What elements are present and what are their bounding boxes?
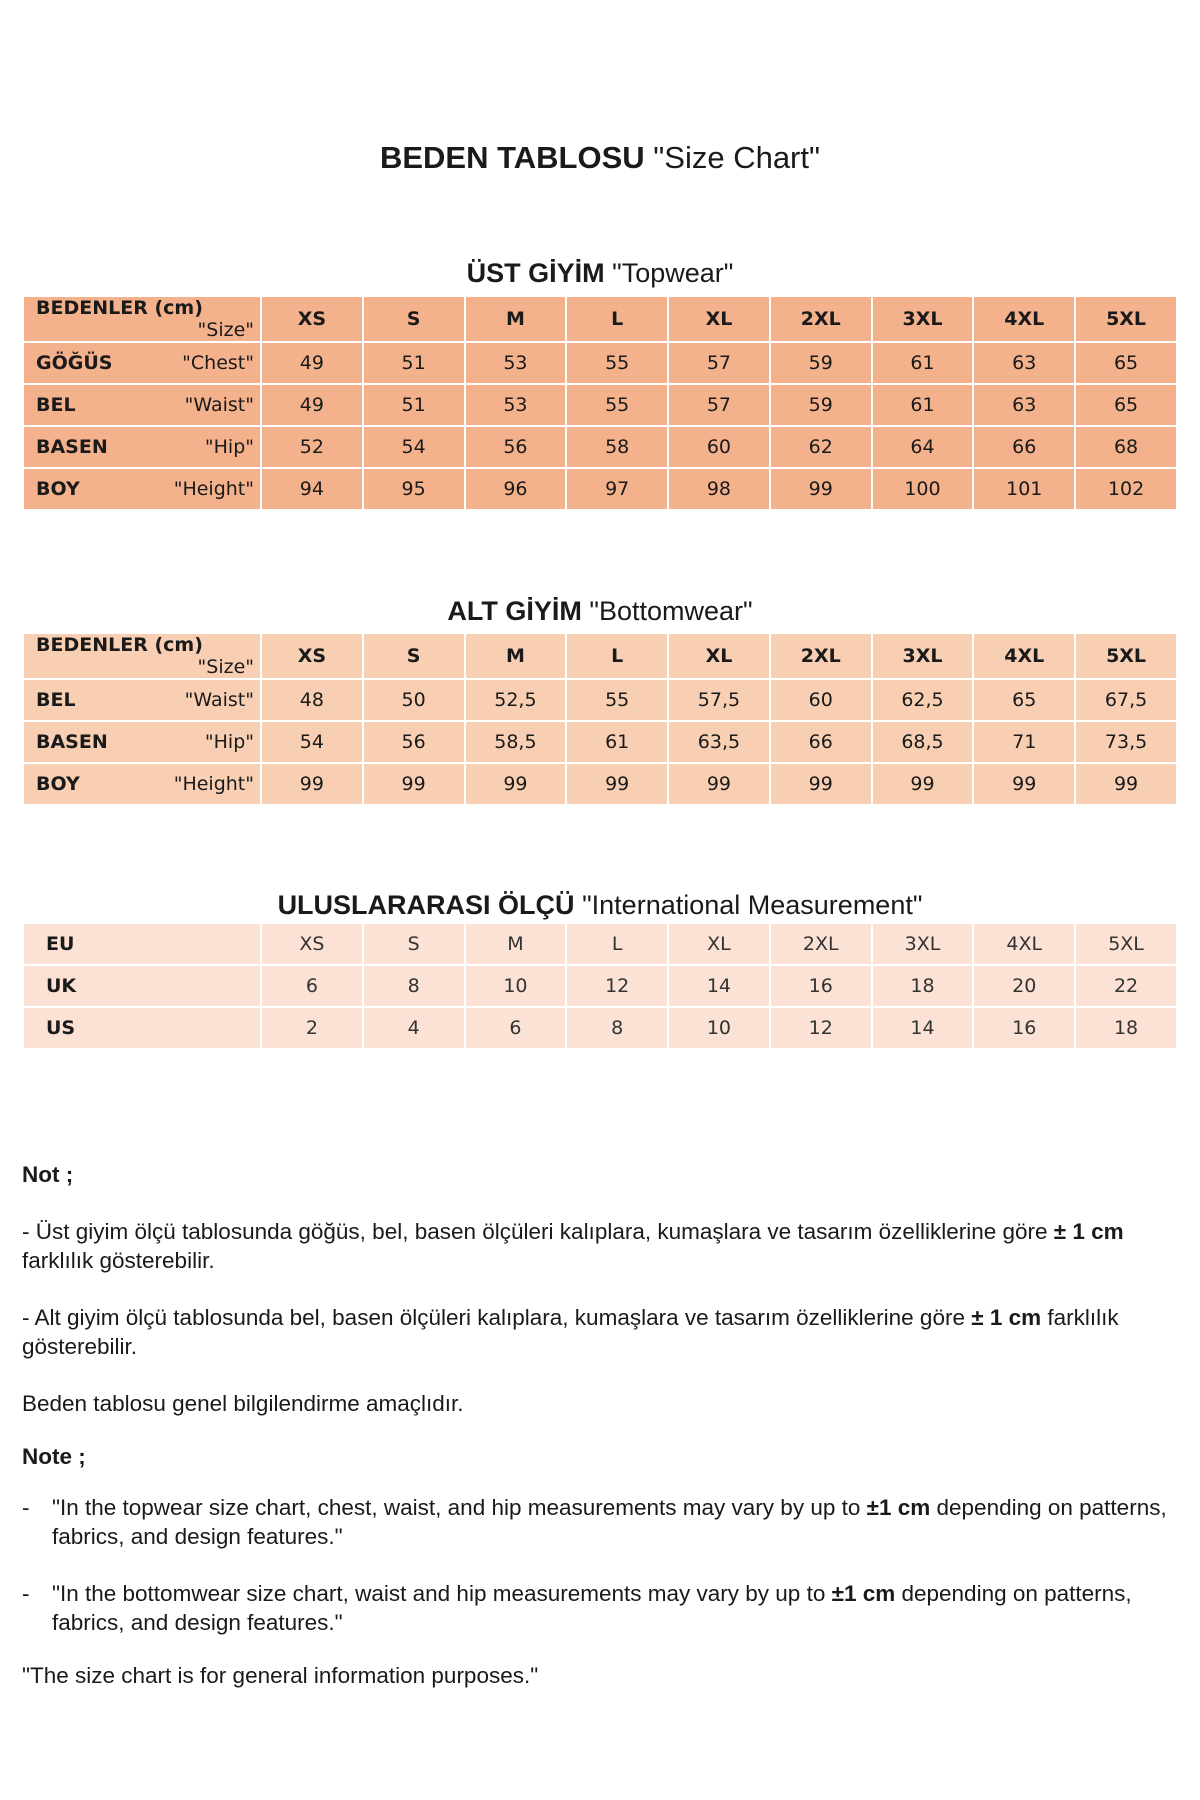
table-cell: 12 — [771, 1006, 871, 1048]
row-label-en: "Waist" — [184, 689, 254, 711]
table-cell: 49 — [262, 383, 362, 425]
table-cell: 94 — [262, 467, 362, 509]
bottomwear-title-rest: "Bottomwear" — [589, 596, 753, 626]
table-cell: 98 — [669, 467, 769, 509]
topwear-size-table — [22, 297, 1178, 509]
table-cell: 18 — [1076, 1006, 1176, 1048]
size-column-header: XS — [262, 297, 362, 341]
table-cell: 62,5 — [873, 678, 973, 720]
size-column-header: L — [567, 634, 667, 678]
table-cell: 54 — [364, 425, 464, 467]
en-note-footer: "The size chart is for general information purposes." — [22, 1663, 539, 1688]
en-note-item-2-dash: - — [22, 1581, 30, 1606]
table-cell: S — [364, 924, 464, 964]
table-cell: 100 — [873, 467, 973, 509]
table-cell: 14 — [669, 964, 769, 1006]
topwear-title — [0, 258, 1200, 289]
row-label-en: "Chest" — [182, 352, 254, 374]
table-cell: 51 — [364, 383, 464, 425]
table-cell: 99 — [974, 762, 1074, 804]
table-row — [24, 467, 1176, 509]
en-note-item-1-after: depending on patterns, fabrics, and design features." — [52, 1495, 1167, 1549]
tr-note-footer: Beden tablosu genel bilgilendirme amaçlıdır. — [22, 1391, 464, 1416]
table-cell: 66 — [771, 720, 871, 762]
table-row — [24, 964, 1176, 1006]
size-header-label — [24, 634, 260, 678]
row-label-en: "Height" — [173, 478, 254, 500]
table-cell: 99 — [567, 762, 667, 804]
table-cell: 96 — [466, 467, 566, 509]
table-cell: 64 — [873, 425, 973, 467]
tr-note-item-1-after: farklılık gösterebilir. — [22, 1248, 215, 1273]
table-cell: 53 — [466, 341, 566, 383]
table-cell: XS — [262, 924, 362, 964]
tr-note-item-1 — [22, 1217, 1182, 1275]
en-note-item-1-dash: - — [22, 1495, 30, 1520]
table-cell: 54 — [262, 720, 362, 762]
table-cell: 16 — [974, 1006, 1074, 1048]
table-cell: 59 — [771, 341, 871, 383]
table-cell: 48 — [262, 678, 362, 720]
table-cell: 60 — [771, 678, 871, 720]
en-note-item-1-bold: ±1 cm — [866, 1495, 931, 1520]
table-cell: 63 — [974, 341, 1074, 383]
row-label-tr: BOY — [36, 478, 80, 500]
table-cell: 58 — [567, 425, 667, 467]
table-cell: 62 — [771, 425, 871, 467]
table-cell: 99 — [873, 762, 973, 804]
table-cell: 65 — [1076, 383, 1176, 425]
table-cell: 73,5 — [1076, 720, 1176, 762]
table-cell: 16 — [771, 964, 871, 1006]
row-label-tr: BOY — [36, 773, 80, 795]
international-title-rest: "International Measurement" — [582, 890, 923, 920]
bottomwear-title-bold: ALT GİYİM — [447, 596, 582, 626]
row-label — [24, 383, 260, 425]
table-cell: 49 — [262, 341, 362, 383]
table-header-row — [24, 297, 1176, 341]
en-note-item-1 — [22, 1493, 1182, 1551]
table-cell: 65 — [1076, 341, 1176, 383]
table-cell: 97 — [567, 467, 667, 509]
table-cell: 52 — [262, 425, 362, 467]
en-note-item-1-text: "In the topwear size chart, chest, waist, and hip measurements may vary by up to — [52, 1495, 867, 1520]
row-label-en: "Hip" — [204, 436, 254, 458]
table-cell: 99 — [1076, 762, 1176, 804]
size-column-header: L — [567, 297, 667, 341]
bottomwear-size-table — [22, 634, 1178, 804]
tr-note-item-2-dash: - — [22, 1305, 30, 1330]
row-label: UK — [24, 964, 260, 1006]
table-row — [24, 678, 1176, 720]
en-note-item-2 — [22, 1579, 1182, 1637]
table-row — [24, 383, 1176, 425]
page-title-bold: BEDEN TABLOSU — [379, 140, 645, 175]
table-cell: 8 — [567, 1006, 667, 1048]
table-cell: 20 — [974, 964, 1074, 1006]
table-cell: 60 — [669, 425, 769, 467]
table-cell: L — [567, 924, 667, 964]
table-cell: 50 — [364, 678, 464, 720]
tr-note-item-1-bold: ± 1 cm — [1053, 1219, 1124, 1244]
table-row — [24, 924, 1176, 964]
table-cell: 68,5 — [873, 720, 973, 762]
table-cell: 52,5 — [466, 678, 566, 720]
table-cell: 66 — [974, 425, 1074, 467]
table-cell: 55 — [567, 341, 667, 383]
table-cell: 58,5 — [466, 720, 566, 762]
row-label-en: "Height" — [173, 773, 254, 795]
table-row — [24, 720, 1176, 762]
table-cell: 4XL — [974, 924, 1074, 964]
tr-note-item-1-dash: - — [22, 1219, 30, 1244]
table-cell: 14 — [873, 1006, 973, 1048]
table-cell: 95 — [364, 467, 464, 509]
size-column-header: 2XL — [771, 297, 871, 341]
international-title-bold: ULUSLARARASI ÖLÇÜ — [277, 890, 575, 920]
table-cell: 57 — [669, 383, 769, 425]
tr-note-item-2-bold: ± 1 cm — [971, 1305, 1042, 1330]
size-column-header: 4XL — [974, 634, 1074, 678]
size-column-header: 2XL — [771, 634, 871, 678]
page-title — [0, 140, 1200, 176]
table-cell: 12 — [567, 964, 667, 1006]
en-note-item-2-bold: ±1 cm — [831, 1581, 896, 1606]
bottomwear-title — [0, 596, 1200, 627]
table-cell: 101 — [974, 467, 1074, 509]
international-title — [0, 890, 1200, 921]
tr-note-heading: Not ; — [22, 1162, 74, 1187]
size-column-header: XS — [262, 634, 362, 678]
table-cell: 22 — [1076, 964, 1176, 1006]
table-header-row — [24, 634, 1176, 678]
table-row — [24, 1006, 1176, 1048]
table-row — [24, 425, 1176, 467]
topwear-title-rest: "Topwear" — [612, 258, 734, 288]
table-cell: 99 — [364, 762, 464, 804]
size-column-header: S — [364, 634, 464, 678]
table-cell: 99 — [771, 762, 871, 804]
size-column-header: M — [466, 634, 566, 678]
row-label — [24, 762, 260, 804]
topwear-title-bold: ÜST GİYİM — [466, 258, 605, 288]
en-note-item-2-text: "In the bottomwear size chart, waist and hip measurements may vary by up to — [52, 1581, 832, 1606]
size-header-label-tr: BEDENLER (cm) — [36, 634, 203, 656]
table-cell: 56 — [466, 425, 566, 467]
table-cell: 55 — [567, 678, 667, 720]
tr-note-item-2-after: farklılık gösterebilir. — [22, 1305, 1119, 1359]
table-cell: 99 — [466, 762, 566, 804]
table-cell: 51 — [364, 341, 464, 383]
table-cell: 4 — [364, 1006, 464, 1048]
table-cell: 61 — [873, 383, 973, 425]
table-cell: 3XL — [873, 924, 973, 964]
size-column-header: 4XL — [974, 297, 1074, 341]
tr-note-item-2 — [22, 1303, 1182, 1361]
size-column-header: 5XL — [1076, 634, 1176, 678]
table-cell: 68 — [1076, 425, 1176, 467]
size-column-header: 5XL — [1076, 297, 1176, 341]
row-label-en: "Waist" — [184, 394, 254, 416]
table-cell: 61 — [873, 341, 973, 383]
row-label-tr: BEL — [36, 689, 76, 711]
row-label-tr: BASEN — [36, 731, 108, 753]
en-note-heading: Note ; — [22, 1444, 86, 1469]
table-cell: 99 — [669, 762, 769, 804]
table-cell: 102 — [1076, 467, 1176, 509]
table-cell: 99 — [771, 467, 871, 509]
row-label-tr: BASEN — [36, 436, 108, 458]
size-column-header: XL — [669, 297, 769, 341]
table-cell: 6 — [262, 964, 362, 1006]
row-label — [24, 678, 260, 720]
row-label: EU — [24, 924, 260, 964]
table-cell: 57,5 — [669, 678, 769, 720]
table-cell: 57 — [669, 341, 769, 383]
table-cell: 99 — [262, 762, 362, 804]
table-cell: 2 — [262, 1006, 362, 1048]
tr-note-item-1-text: Üst giyim ölçü tablosunda göğüs, bel, basen ölçüleri kalıplara, kumaşlara ve tasarım özelliklerine göre — [29, 1219, 1054, 1244]
table-cell: 63,5 — [669, 720, 769, 762]
size-header-label-en: "Size" — [197, 319, 254, 341]
row-label-tr: BEL — [36, 394, 76, 416]
international-size-table — [22, 924, 1178, 1048]
table-cell: 63 — [974, 383, 1074, 425]
table-cell: 2XL — [771, 924, 871, 964]
row-label: US — [24, 1006, 260, 1048]
size-column-header: M — [466, 297, 566, 341]
table-cell: 5XL — [1076, 924, 1176, 964]
row-label — [24, 720, 260, 762]
table-cell: 53 — [466, 383, 566, 425]
size-header-label-en: "Size" — [197, 656, 254, 678]
table-cell: 18 — [873, 964, 973, 1006]
table-cell: 56 — [364, 720, 464, 762]
row-label — [24, 467, 260, 509]
row-label — [24, 341, 260, 383]
table-cell: 61 — [567, 720, 667, 762]
table-cell: M — [466, 924, 566, 964]
table-row — [24, 341, 1176, 383]
row-label — [24, 425, 260, 467]
table-row — [24, 762, 1176, 804]
tr-note-item-2-text: Alt giyim ölçü tablosunda bel, basen ölçüleri kalıplara, kumaşlara ve tasarım özelliklerine göre — [29, 1305, 972, 1330]
size-header-label-tr: BEDENLER (cm) — [36, 297, 203, 319]
table-cell: 67,5 — [1076, 678, 1176, 720]
row-label-en: "Hip" — [204, 731, 254, 753]
table-cell: 6 — [466, 1006, 566, 1048]
notes-section — [22, 1160, 1182, 1690]
table-cell: 65 — [974, 678, 1074, 720]
row-label-tr: GÖĞÜS — [36, 352, 113, 374]
table-cell: XL — [669, 924, 769, 964]
size-column-header: S — [364, 297, 464, 341]
table-cell: 10 — [466, 964, 566, 1006]
en-note-item-2-after: depending on patterns, fabrics, and design features." — [52, 1581, 1132, 1635]
table-cell: 59 — [771, 383, 871, 425]
table-cell: 10 — [669, 1006, 769, 1048]
page-title-rest: "Size Chart" — [653, 140, 820, 175]
size-column-header: 3XL — [873, 634, 973, 678]
table-cell: 8 — [364, 964, 464, 1006]
size-header-label — [24, 297, 260, 341]
size-column-header: XL — [669, 634, 769, 678]
table-cell: 71 — [974, 720, 1074, 762]
size-column-header: 3XL — [873, 297, 973, 341]
table-cell: 55 — [567, 383, 667, 425]
